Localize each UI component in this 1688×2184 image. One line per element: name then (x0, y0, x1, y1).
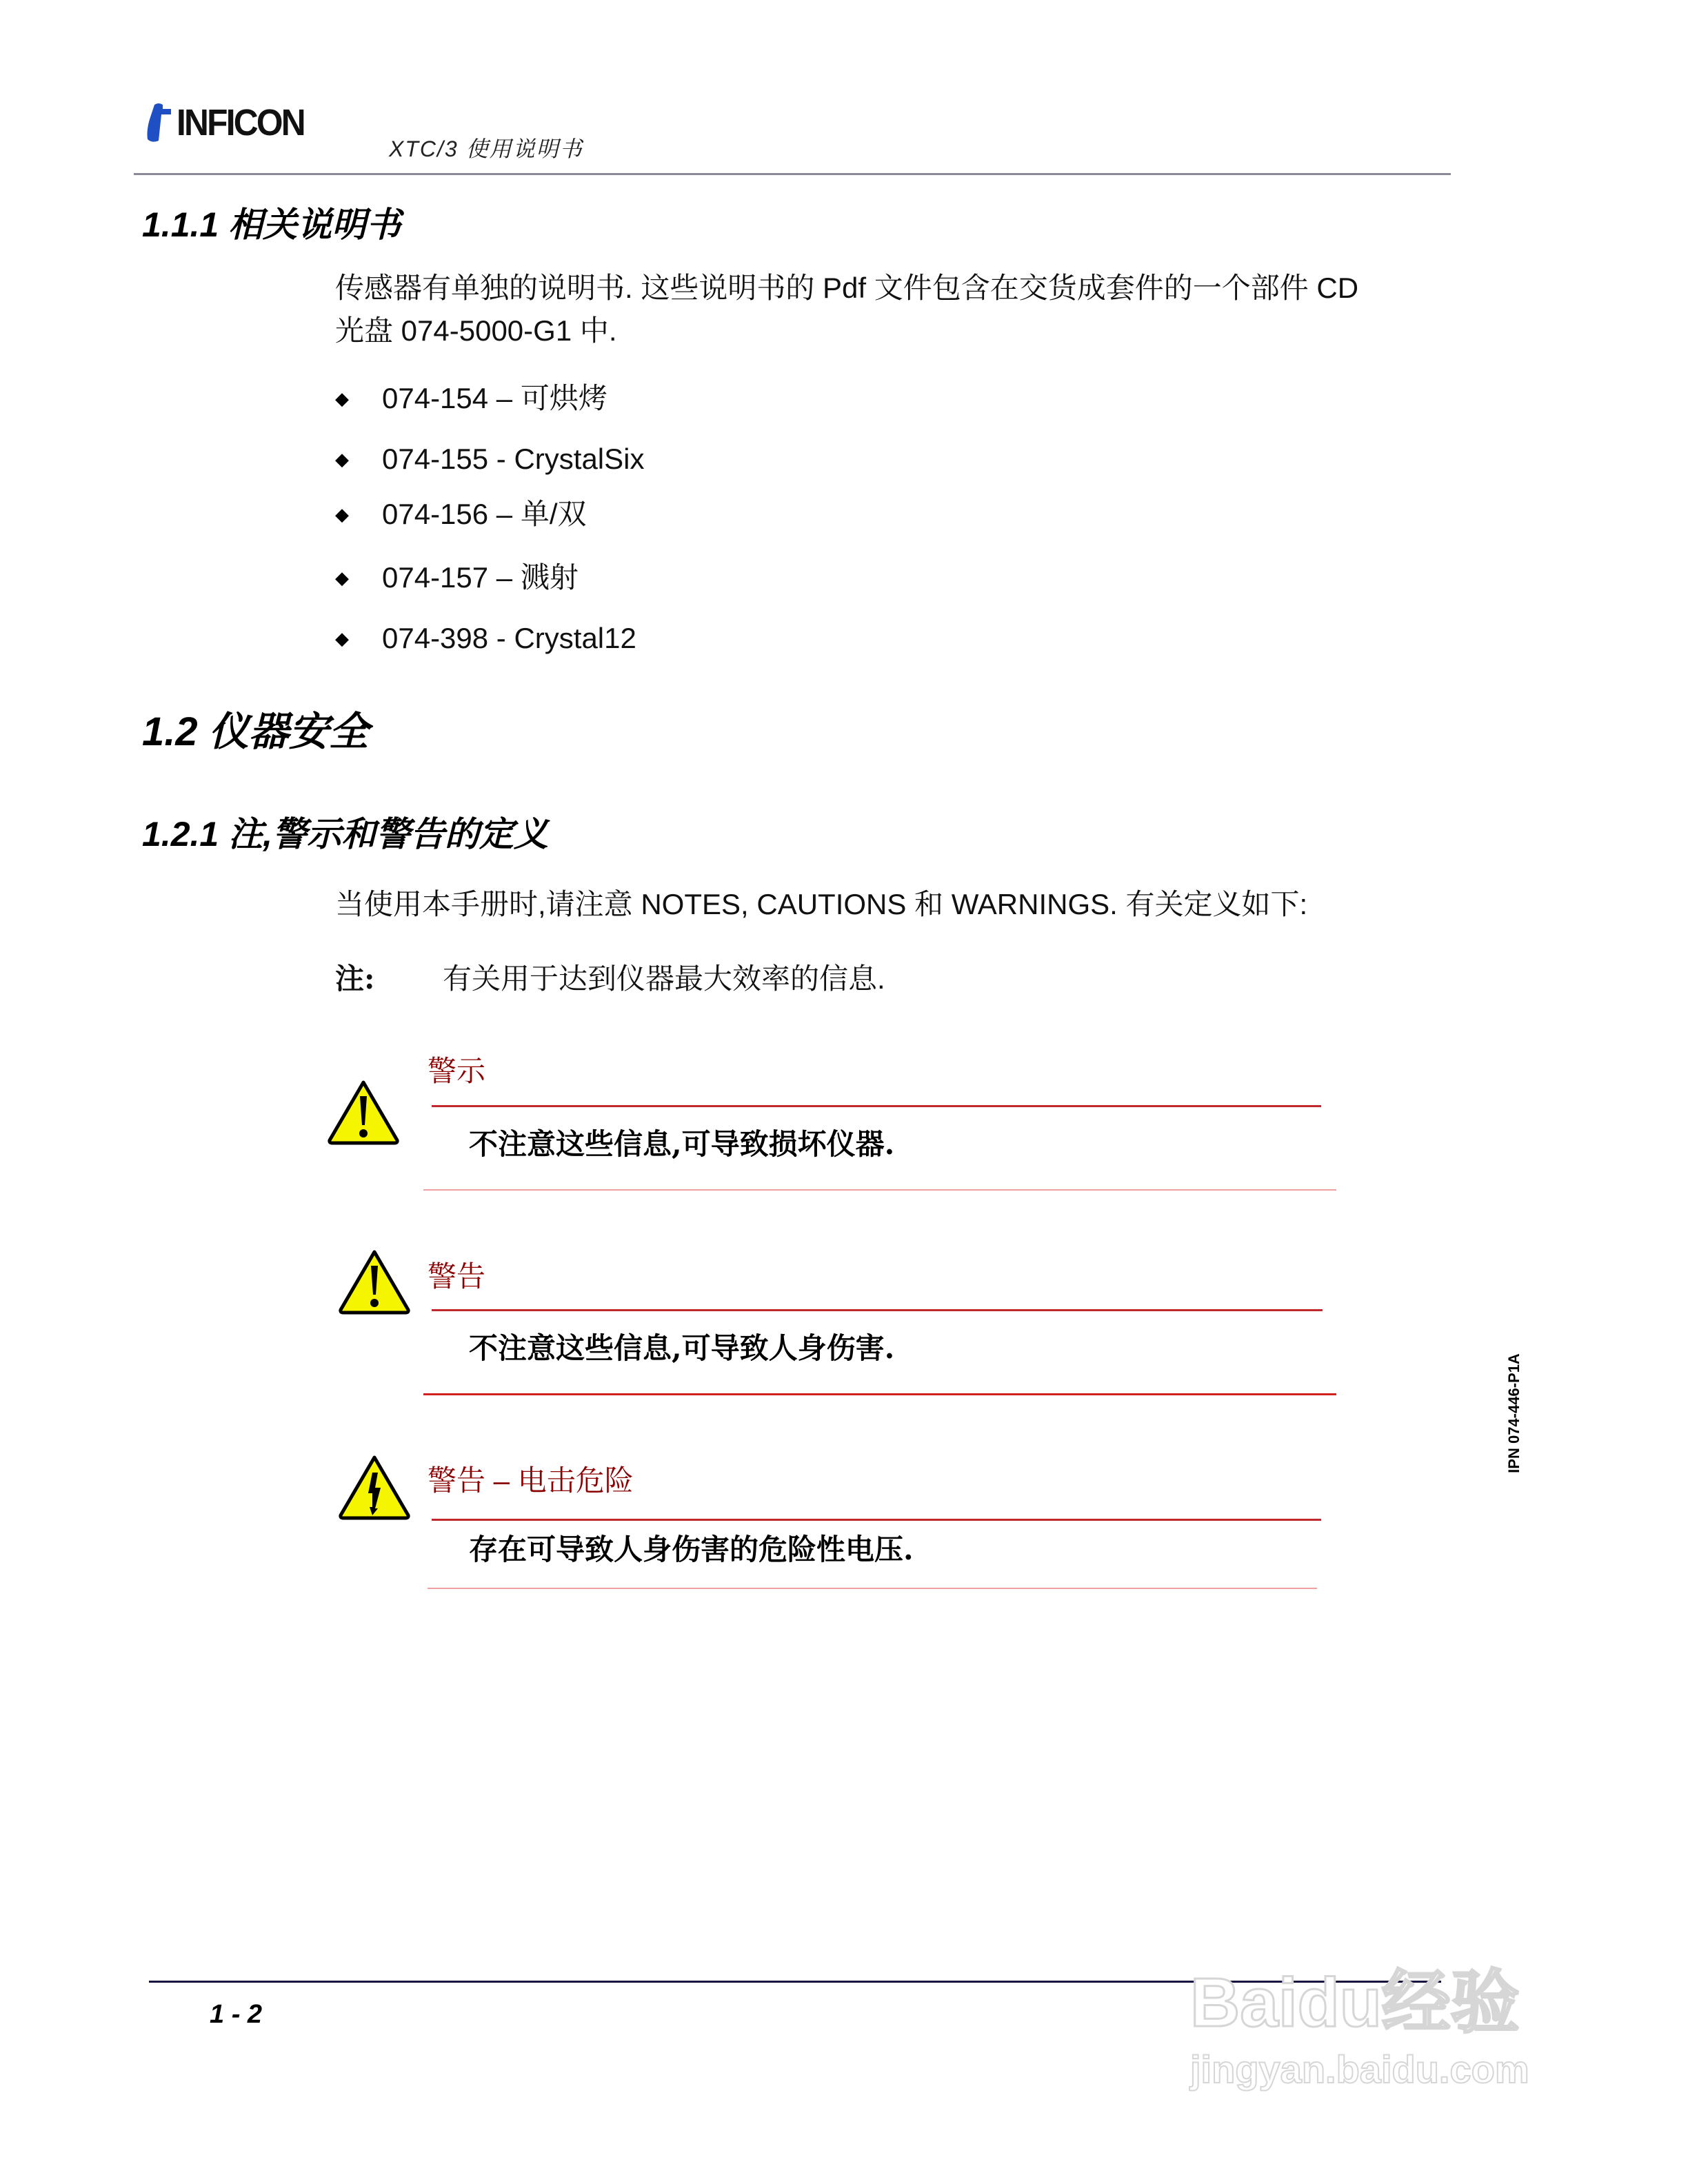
electric-shock-triangle-icon (338, 1455, 411, 1521)
caution-bottom-rule (423, 1189, 1336, 1191)
ipn-label: IPN 074-446-P1A (1505, 1353, 1523, 1473)
warning-top-rule (432, 1309, 1323, 1311)
list-item: 074-155 - CrystalSix (382, 443, 645, 475)
electric-warning-title: 警告 – 电击危险 (428, 1464, 634, 1497)
list-item: 074-156 – 单/双 (382, 498, 587, 530)
note-text: 有关用于达到仪器最大效率的信息. (443, 962, 885, 995)
paragraph-line: 传感器有单独的说明书. 这些说明书的 Pdf 文件包含在交货成套件的一个部件 CD (335, 272, 1359, 304)
inficon-logo (145, 101, 315, 145)
section-heading-1-1-1: 1.1.1 相关说明书 (142, 205, 401, 244)
bullet-diamond-icon: ◆ (335, 504, 349, 525)
bullet-diamond-icon: ◆ (335, 628, 349, 649)
list-item: 074-154 – 可烘烤 (382, 382, 607, 414)
electric-warning-top-rule (432, 1519, 1321, 1521)
section-heading-1-2: 1.2 仪器安全 (142, 709, 369, 754)
paragraph: 当使用本手册时,请注意 NOTES, CAUTIONS 和 WARNINGS. 有关定义如下: (335, 888, 1308, 920)
electric-warning-bottom-rule (428, 1588, 1317, 1589)
inficon-logo-mark-icon (145, 102, 172, 143)
page-number: 1 - 2 (210, 2000, 263, 2029)
warning-bottom-rule (423, 1393, 1336, 1395)
warning-title: 警告 (428, 1260, 486, 1293)
caution-top-rule (432, 1105, 1321, 1107)
caution-triangle-icon (327, 1080, 400, 1146)
header-divider (134, 173, 1451, 175)
watermark-brand: Baidu经验 (1190, 1964, 1520, 2041)
logo-text: INFICON (177, 102, 304, 143)
list-item: 074-157 – 溅射 (382, 561, 579, 594)
bullet-diamond-icon: ◆ (335, 449, 349, 469)
bullet-diamond-icon: ◆ (335, 388, 349, 409)
warning-triangle-icon (338, 1249, 411, 1315)
section-heading-1-2-1: 1.2.1 注,警示和警告的定义 (142, 815, 548, 853)
caution-text: 不注意这些信息,可导致损坏仪器. (469, 1127, 895, 1161)
note-label: 注: (335, 962, 375, 995)
document-subtitle: XTC/3 使用说明书 (389, 136, 583, 161)
caution-title: 警示 (428, 1055, 486, 1087)
paragraph-line: 光盘 074-5000-G1 中. (335, 314, 617, 347)
electric-warning-text: 存在可导致人身伤害的危险性电压. (469, 1533, 914, 1566)
bullet-diamond-icon: ◆ (335, 567, 349, 588)
list-item: 074-398 - Crystal12 (382, 622, 636, 654)
watermark-url: jingyan.baidu.com (1190, 2048, 1529, 2091)
warning-text: 不注意这些信息,可导致人身伤害. (469, 1331, 895, 1365)
